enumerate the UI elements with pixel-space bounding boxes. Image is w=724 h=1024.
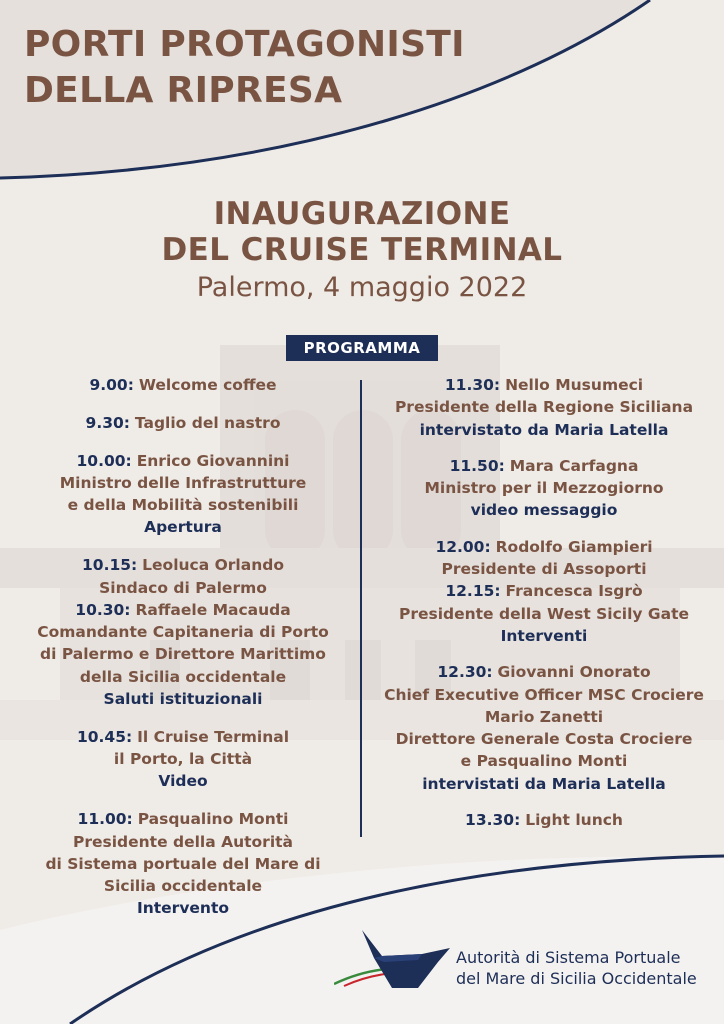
- program-note: intervistati da Maria Latella: [422, 774, 666, 793]
- port-authority-logo-icon: [334, 928, 452, 990]
- program-entry: [364, 374, 724, 441]
- program-entry-line: [364, 558, 724, 580]
- program-time: 10.45:: [76, 727, 133, 746]
- spacer: [364, 647, 724, 661]
- program-time: 9.30:: [85, 413, 130, 432]
- program-text: Mara Carfagna: [509, 456, 639, 475]
- event-heading: [0, 196, 724, 306]
- program-time: 13.30:: [465, 811, 521, 830]
- program-entry: [8, 554, 358, 599]
- program-text: Sicilia occidentale: [103, 877, 263, 896]
- spacer: [364, 441, 724, 455]
- program-entry-headline: [364, 536, 724, 558]
- organization-line-1: Autorità di Sistema Portuale: [456, 948, 681, 967]
- program-text: e della Mobilità sostenibili: [67, 496, 299, 515]
- program-text: Leoluca Orlando: [142, 556, 284, 575]
- program-time: 11.00:: [77, 810, 133, 829]
- program-entry: [8, 808, 358, 919]
- program-text: Il Cruise Terminal: [137, 727, 290, 746]
- program-entry-line: [364, 477, 724, 499]
- program-note: Intervento: [136, 899, 230, 918]
- program-entry-headline: [364, 580, 724, 602]
- program-text: Enrico Giovannini: [136, 451, 290, 470]
- spacer: [8, 396, 358, 412]
- program-note: Video: [158, 772, 208, 791]
- spacer: [8, 539, 358, 555]
- program-text: Raffaele Macauda: [135, 600, 291, 619]
- program-entry-headline: [8, 374, 358, 396]
- program-left-column: [8, 374, 358, 920]
- program-entry: [8, 599, 358, 710]
- program-right-column: [364, 374, 724, 831]
- program-text: Presidente di Assoporti: [441, 560, 647, 579]
- program-entry-headline: [8, 554, 358, 576]
- program-time: 9.00:: [89, 376, 134, 394]
- program-entry-line: [8, 853, 358, 875]
- program-entry-line: [8, 621, 358, 643]
- program-entry-line: [8, 643, 358, 665]
- title-line-2: DELLA RIPRESA: [24, 70, 343, 111]
- program-entry-line: [8, 494, 358, 516]
- program-time: 10.00:: [76, 451, 132, 470]
- program-text: Ministro per il Mezzogiorno: [424, 479, 664, 498]
- event-title-line-2: DEL CRUISE TERMINAL: [161, 232, 563, 268]
- program-text: Comandante Capitaneria di Porto: [37, 623, 329, 642]
- program-time: 12.15:: [445, 582, 501, 601]
- program-text: Presidente della West Sicily Gate: [398, 604, 690, 623]
- program-note: Saluti istituzionali: [103, 690, 263, 709]
- program-text: Giovanni Onorato: [497, 663, 651, 682]
- program-text: Mario Zanetti: [484, 707, 604, 726]
- program-entry-line: [364, 603, 724, 625]
- spacer: [8, 434, 358, 450]
- program-text: Sindaco di Palermo: [99, 578, 267, 597]
- organization-name: [456, 947, 697, 989]
- program-text: Chief Executive Officer MSC Crociere: [384, 685, 704, 704]
- spacer: [364, 795, 724, 809]
- program-text: il Porto, la Città: [113, 750, 253, 769]
- spacer: [8, 710, 358, 726]
- program-time: 11.50:: [449, 456, 505, 475]
- program-entry-headline: [8, 599, 358, 621]
- program-entry-headline: [8, 726, 358, 748]
- program-entry-headline: [364, 455, 724, 477]
- program-time: 11.30:: [444, 376, 501, 394]
- program-entry: [364, 455, 724, 522]
- spacer: [364, 522, 724, 536]
- program-entry: [364, 809, 724, 831]
- program-time: 12.30:: [437, 663, 493, 682]
- program-text: Presidente della Autorità: [72, 832, 294, 851]
- program-text: della Sicilia occidentale: [79, 667, 287, 686]
- program-entry: [364, 536, 724, 581]
- program-text: di Sistema portuale del Mare di: [45, 854, 321, 873]
- program-entry-headline: [8, 450, 358, 472]
- program-text: Welcome coffee: [138, 376, 277, 394]
- program-badge: PROGRAMMA: [286, 335, 438, 361]
- event-date: Palermo, 4 maggio 2022: [196, 272, 528, 303]
- program-entry-line: [8, 831, 358, 853]
- program-entry-line: [8, 666, 358, 688]
- program-note: intervistato da Maria Latella: [419, 420, 669, 439]
- program-entry-headline: [364, 374, 724, 396]
- column-divider: [360, 380, 362, 837]
- program-text: Taglio del nastro: [134, 413, 281, 432]
- program-entry: [8, 374, 358, 396]
- program-text: Presidente della Regione Siciliana: [394, 398, 694, 417]
- title-line-1: PORTI PROTAGONISTI: [24, 24, 465, 65]
- program-entry-line: [8, 748, 358, 770]
- program-entry: [364, 580, 724, 647]
- program-text: Rodolfo Giampieri: [495, 537, 653, 556]
- program-entry-line: [8, 472, 358, 494]
- program-note: video messaggio: [470, 501, 618, 520]
- program-text: Direttore Generale Costa Crociere: [395, 730, 693, 749]
- page-title: [24, 22, 465, 114]
- program-text: Francesca Isgrò: [505, 582, 643, 601]
- program-entry-headline: [364, 661, 724, 683]
- program-note: Interventi: [500, 626, 588, 645]
- program-entry-headline: [364, 809, 724, 831]
- spacer: [8, 793, 358, 809]
- program-entry: [8, 450, 358, 539]
- program-entry-line: [364, 684, 724, 706]
- program-text: e Pasqualino Monti: [460, 752, 628, 771]
- program-entry: [364, 661, 724, 795]
- event-title-line-1: INAUGURAZIONE: [213, 196, 511, 232]
- program-entry-line: [8, 577, 358, 599]
- program-entry-line: [364, 396, 724, 418]
- program-time: 12.00:: [435, 537, 491, 556]
- program-note: Apertura: [144, 518, 222, 537]
- program-text: Pasqualino Monti: [137, 810, 289, 829]
- program-entry-line: [364, 728, 724, 750]
- program-time: 10.30:: [75, 600, 131, 619]
- program-time: 10.15:: [82, 556, 138, 575]
- organization-line-2: del Mare di Sicilia Occidentale: [456, 969, 697, 988]
- program-entry-line: [364, 706, 724, 728]
- program-text: di Palermo e Direttore Marittimo: [40, 645, 326, 664]
- program-entry-line: [364, 750, 724, 772]
- program-entry: [8, 726, 358, 793]
- program-text: Nello Musumeci: [505, 376, 644, 394]
- program-entry-line: [8, 875, 358, 897]
- program-text: Light lunch: [525, 811, 623, 830]
- program-entry-headline: [8, 412, 358, 434]
- program-entry-headline: [8, 808, 358, 830]
- program-entry: [8, 412, 358, 434]
- program-text: Ministro delle Infrastrutture: [59, 473, 307, 492]
